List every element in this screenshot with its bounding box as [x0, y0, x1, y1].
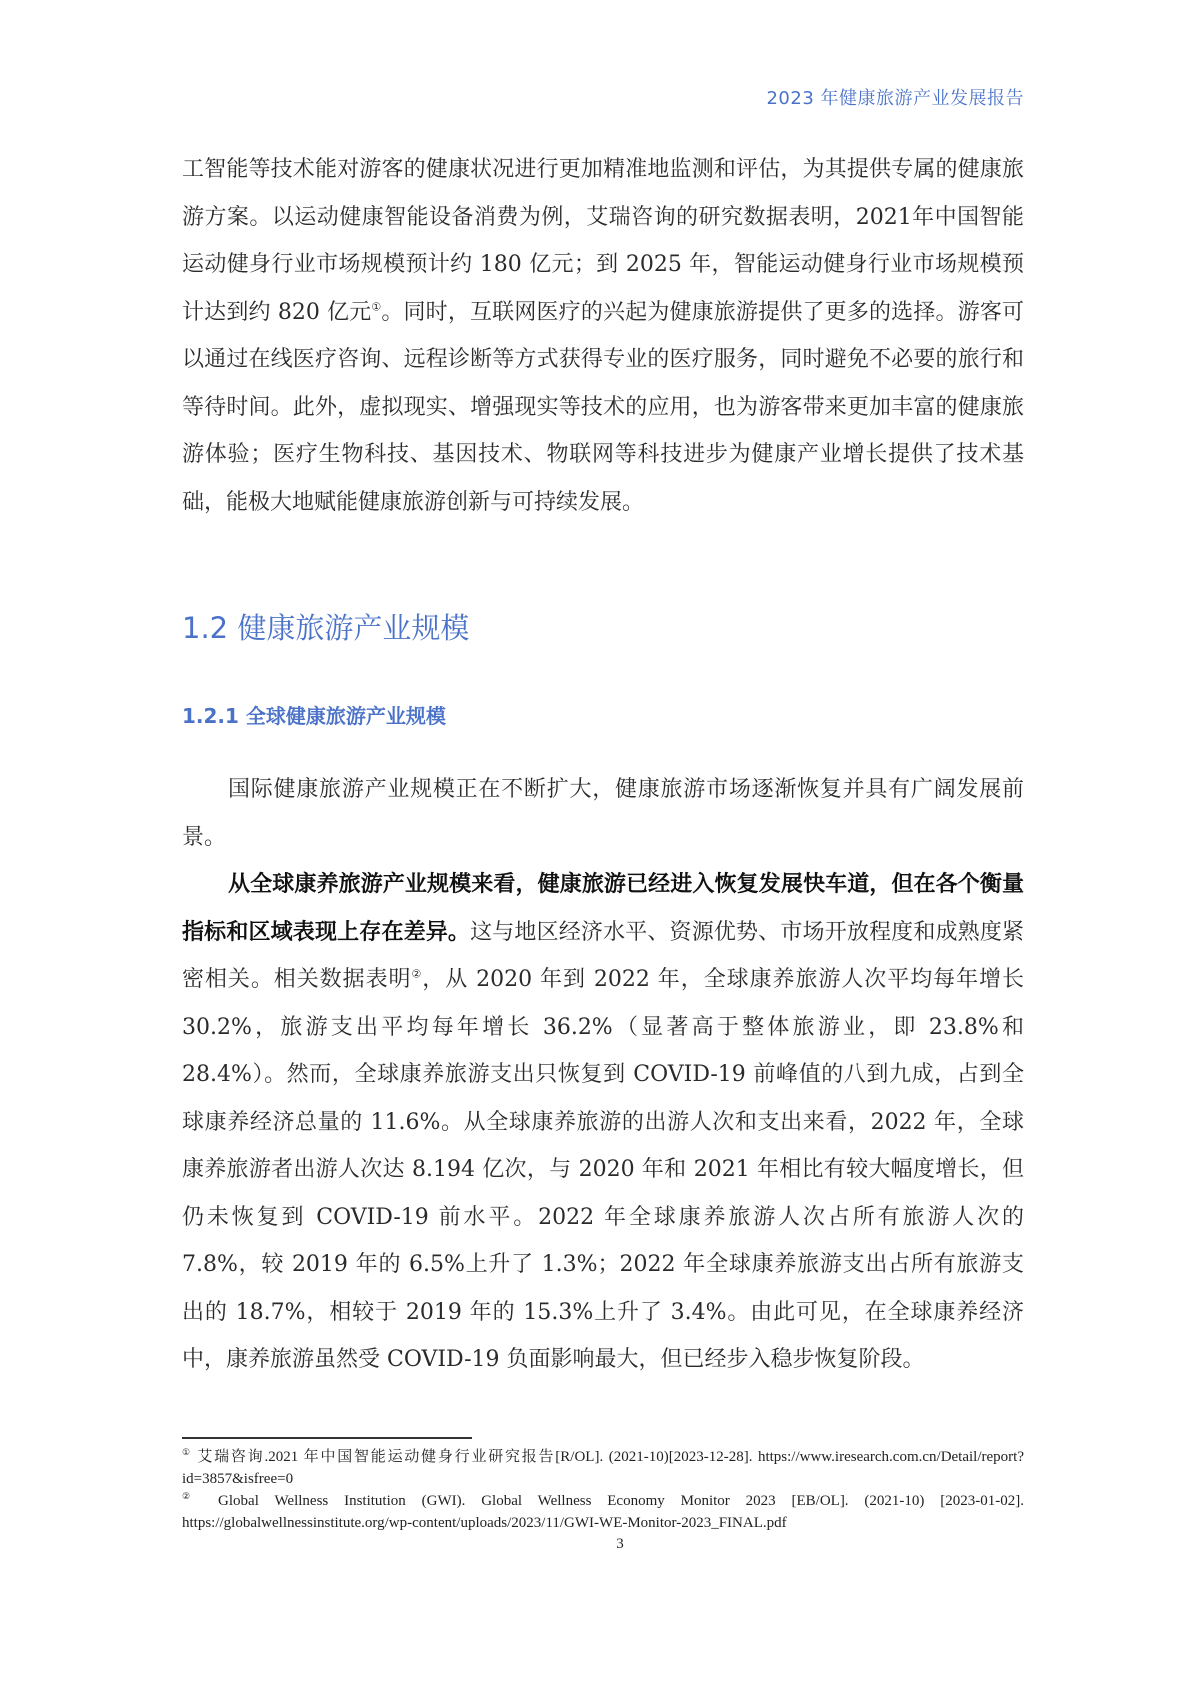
running-header: 2023 年健康旅游产业发展报告: [766, 88, 1024, 109]
bold-lead-sentence: 从全球康养旅游产业规模来看，健康旅游已经进入恢复发展快车道，但在各个衡量指标和区域表现上存在差异。: [182, 871, 1024, 945]
subsection-heading: 1.2.1 全球健康旅游产业规模: [182, 704, 446, 728]
footnote-2: [182, 1490, 1024, 1534]
paragraph-3: [182, 861, 1024, 1384]
footnote-marker-1: ①: [182, 1447, 192, 1457]
footnote-ref-2[interactable]: ②: [411, 967, 423, 981]
footnote-marker-2: ②: [182, 1491, 203, 1501]
intro-paragraph: [182, 146, 1024, 526]
footnote-ref-1[interactable]: ①: [371, 300, 382, 314]
paragraph-3-text: 这与地区经济水平、资源优势、市场开放程度和成熟度紧密相关。相关数据表明: [182, 919, 1024, 992]
section-heading: 1.2 健康旅游产业规模: [182, 611, 470, 645]
paragraph-3-text-continued: ，从 2020 年到 2022 年，全球康养旅游人次平均每年增长 30.2%，旅游支出平均每年增长 36.2%（显著高于整体旅游业，即 23.8%和 28.4%）。然而，全球康养旅游支出只恢复到 COVID-19 前峰值的八到九成，占到全球康养经济总量的 11.6%。从全球康养旅游的出游人次和支出来看，2022 年，全球康养旅游者出游人次达 8.194 亿次，与 2020 年和 2021 年相比有较大幅度增长，但仍未恢复到 COVID-19 前水平。2022 年全球康养旅游人次占所有旅游人次的 7.8%，较 2019 年的 6.5%上升了 1.3%；2022 年全球康养旅游支出占所有旅游支出的 18.7%，相较于 2019 年的 15.3%上升了 3.4%。由此可见，在全球康养经济中，康养旅游虽然受 COVID-19 负面影响最大，但已经步入稳步恢复阶段。: [182, 967, 1024, 1372]
footnote-1-text[interactable]: 艾瑞咨询.2021 年中国智能运动健身行业研究报告[R/OL]. (2021-10)[2023-12-28]. https://www.iresearch.com.cn/Detail/report?id=3857&isfree=0: [182, 1449, 1024, 1487]
footnote-divider: [182, 1437, 472, 1439]
footnotes: [182, 1446, 1024, 1534]
footnote-1: [182, 1446, 1024, 1490]
paragraph-2: 国际健康旅游产业规模正在不断扩大，健康旅游市场逐渐恢复并具有广阔发展前景。: [182, 777, 1024, 850]
intro-text-continued: 。同时，互联网医疗的兴起为健康旅游提供了更多的选择。游客可以通过在线医疗咨询、远程诊断等方式获得专业的医疗服务，同时避免不必要的旅行和等待时间。此外，虚拟现实、增强现实等技术的应用，也为游客带来更加丰富的健康旅游体验；医疗生物科技、基因技术、物联网等科技进步为健康产业增长提供了技术基础，能极大地赋能健康旅游创新与可持续发展。: [182, 299, 1024, 515]
intro-text: 工智能等技术能对游客的健康状况进行更加精准地监测和评估，为其提供专属的健康旅游方案。以运动健康智能设备消费为例，艾瑞咨询的研究数据表明，2021年中国智能运动健身行业市场规模预计约 180 亿元；到 2025 年，智能运动健身行业市场规模预计达到约 820 亿元: [182, 157, 1024, 325]
page-number: 3: [616, 1536, 624, 1552]
footnote-2-text[interactable]: Global Wellness Institution (GWI). Global Wellness Economy Monitor 2023 [EB/OL]. (2021-10) [2023-01-02]. https://globalwellnessinstitute.org/wp-content/uploads/2023/11/GWI-WE-Monitor-2023_FINAL.pdf: [182, 1493, 1024, 1531]
